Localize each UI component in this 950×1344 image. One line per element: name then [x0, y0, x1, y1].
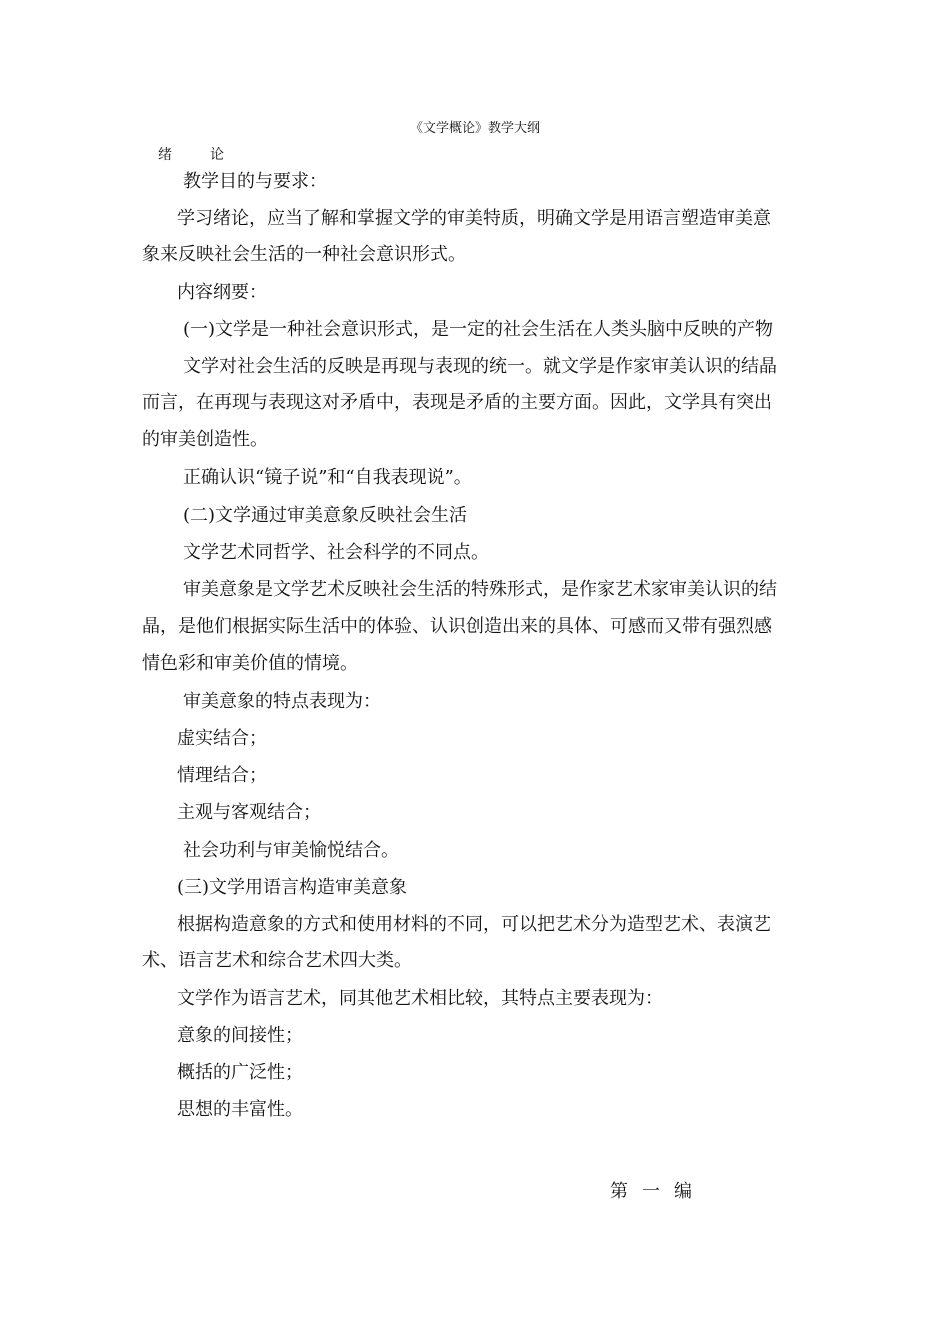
section-label: 绪论 — [158, 147, 262, 163]
text-line: 而言，在再现与表现这对矛盾中，表现是矛盾的主要方面。因此，文学具有突出 — [142, 392, 772, 413]
text-line: 内容纲要： — [177, 282, 267, 303]
text-line: 教学目的与要求： — [183, 171, 327, 192]
text-line: 术、语言艺术和综合艺术四大类。 — [142, 950, 412, 971]
text-line: 思想的丰富性。 — [177, 1099, 303, 1120]
text-line: (二)文学通过审美意象反映社会生活 — [183, 505, 468, 526]
text-line: 晶，是他们根据实际生活中的体验、认识创造出来的具体、可感而又带有强烈感 — [142, 616, 772, 637]
document-title: 《文学概论》教学大纲 — [409, 121, 540, 136]
text-line: (三)文学用语言构造审美意象 — [177, 877, 408, 898]
text-line: (一)文学是一种社会意识形式，是一定的社会生活在人类头脑中反映的产物 — [183, 319, 774, 340]
text-line: 概括的广泛性； — [177, 1062, 303, 1083]
text-line: 社会功利与审美愉悦结合。 — [183, 840, 399, 861]
text-line: 审美意象是文学艺术反映社会生活的特殊形式，是作家艺术家审美认识的结 — [183, 579, 777, 600]
text-line: 根据构造意象的方式和使用材料的不同，可以把艺术分为造型艺术、表演艺 — [177, 914, 771, 935]
text-line: 意象的间接性； — [177, 1025, 303, 1046]
text-line: 文学艺术同哲学、社会科学的不同点。 — [183, 542, 489, 563]
text-line: 主观与客观结合； — [177, 802, 321, 823]
text-line: 审美意象的特点表现为： — [183, 691, 381, 712]
text-line: 情理结合； — [177, 765, 267, 786]
text-line: 学习绪论，应当了解和掌握文学的审美特质，明确文学是用语言塑造审美意 — [177, 208, 771, 229]
chapter-heading: 第一编 — [610, 1181, 706, 1202]
text-line: 文学对社会生活的反映是再现与表现的统一。就文学是作家审美认识的结晶 — [183, 356, 777, 377]
text-line: 正确认识“镜子说”和“自我表现说”。 — [183, 467, 472, 488]
text-line: 文学作为语言艺术，同其他艺术相比较，其特点主要表现为： — [177, 988, 663, 1009]
text-line: 情色彩和审美价值的情境。 — [142, 653, 358, 674]
text-line: 象来反映社会生活的一种社会意识形式。 — [142, 244, 466, 265]
text-line: 的审美创造性。 — [142, 429, 268, 450]
text-line: 虚实结合； — [177, 728, 267, 749]
